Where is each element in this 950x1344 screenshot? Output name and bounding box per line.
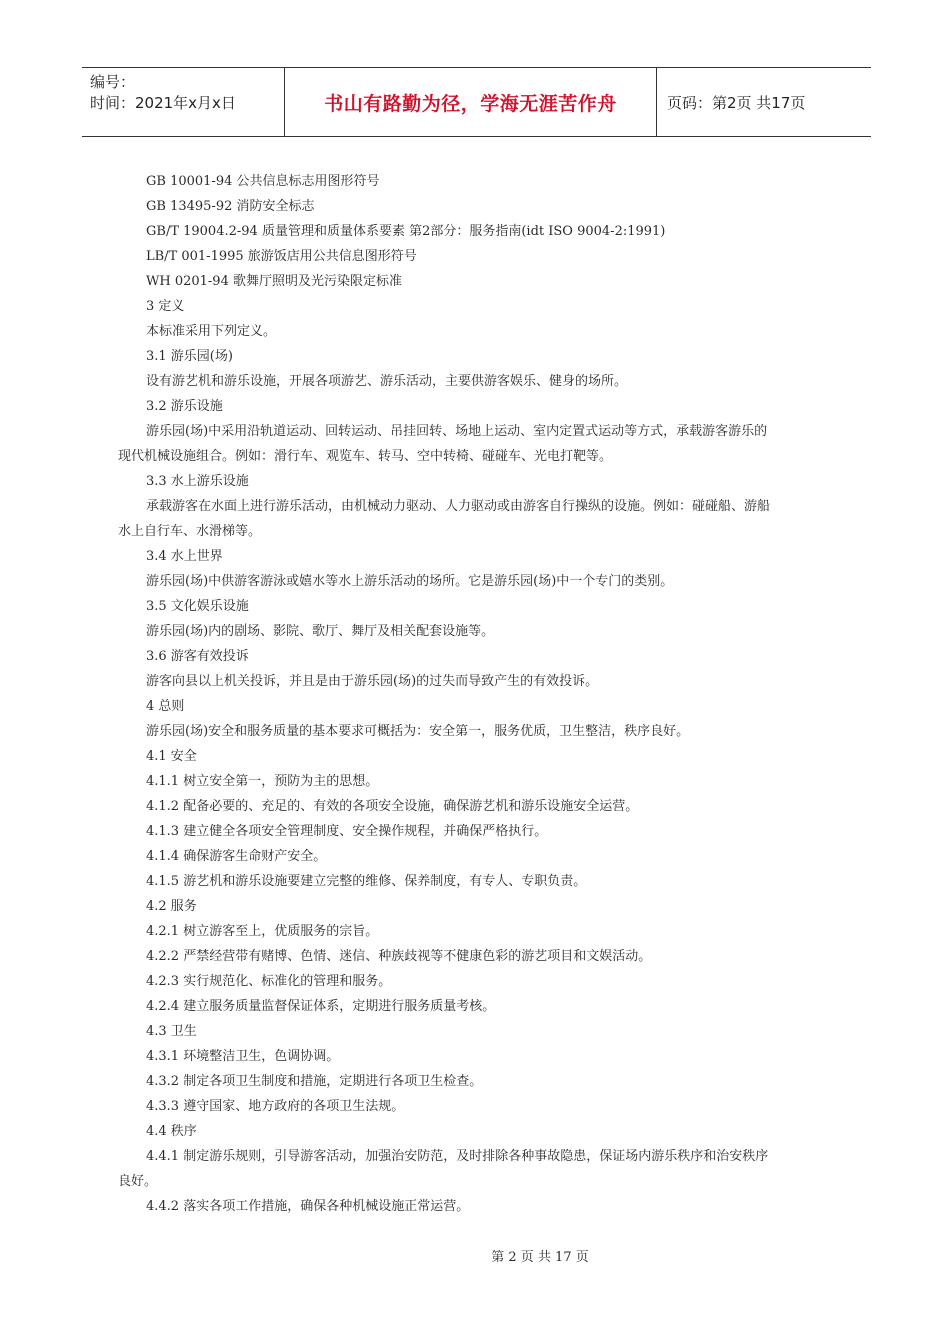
page-footer: 第 2 页 共 17 页: [491, 1250, 589, 1265]
text-line: 4.2.3 实行规范化、标准化的管理和服务。: [146, 974, 392, 989]
text-line: 游客向县以上机关投诉，并且是由于游乐园(场)的过失而导致产生的有效投诉。: [146, 674, 599, 689]
text-line: 3.5 文化娱乐设施: [146, 599, 249, 614]
text-line: 4.4.2 落实各项工作措施，确保各种机械设施正常运营。: [146, 1199, 470, 1214]
page-header: [82, 67, 871, 137]
header-page-info: 页码：第2页 共17页: [667, 93, 806, 112]
text-line: 4.2.1 树立游客至上，优质服务的宗旨。: [146, 924, 379, 939]
text-line: 本标准采用下列定义。: [146, 324, 277, 339]
text-line: 游乐园(场)中采用沿轨道运动、回转运动、吊挂回转、场地上运动、室内定置式运动等方式，承载游客游乐的: [146, 424, 768, 439]
text-line: 4.2.2 严禁经营带有赌博、色情、迷信、种族歧视等不健康色彩的游艺项目和文娱活动。: [146, 949, 652, 964]
document-body: [118, 169, 838, 1219]
text-line: 4 总则: [146, 699, 185, 714]
document-time-label: 时间：2021年x月x日: [90, 94, 236, 112]
text-line: 4.3 卫生: [146, 1024, 197, 1039]
text-line: 3 定义: [146, 299, 185, 314]
text-line: 4.1.4 确保游客生命财产安全。: [146, 849, 327, 864]
text-line: WH 0201-94 歌舞厅照明及光污染限定标准: [146, 274, 402, 289]
text-line: 4.2.4 建立服务质量监督保证体系，定期进行服务质量考核。: [146, 999, 496, 1014]
text-line: 3.3 水上游乐设施: [146, 474, 249, 489]
text-line: GB/T 19004.2-94 质量管理和质量体系要素 第2部分：服务指南(idt ISO 9004-2:1991): [146, 224, 666, 239]
text-line: 现代机械设施组合。例如：滑行车、观览车、转马、空中转椅、碰碰车、光电打靶等。: [118, 449, 613, 464]
text-line: 4.3.3 遵守国家、地方政府的各项卫生法规。: [146, 1099, 405, 1114]
header-meta: [82, 68, 285, 136]
text-line: 游乐园(场)内的剧场、影院、歌厅、舞厅及相关配套设施等。: [146, 624, 495, 639]
text-line: 3.4 水上世界: [146, 549, 223, 564]
header-motto: 书山有路勤为径，学海无涯苦作舟: [285, 68, 657, 136]
document-number-label: 编号：: [90, 73, 136, 91]
text-line: 良好。: [118, 1174, 158, 1189]
text-line: 4.4.1 制定游乐规则，引导游客活动，加强治安防范，及时排除各种事故隐患，保证场内游乐秩序和治安秩序: [146, 1149, 769, 1164]
text-line: 4.4 秩序: [146, 1124, 197, 1139]
text-line: 水上自行车、水滑梯等。: [118, 524, 262, 539]
text-line: 4.1.5 游艺机和游乐设施要建立完整的维修、保养制度，有专人、专职负责。: [146, 874, 587, 889]
text-line: 游乐园(场)中供游客游泳或嬉水等水上游乐活动的场所。它是游乐园(场)中一个专门的类别。: [146, 574, 674, 589]
text-line: 3.1 游乐园(场): [146, 349, 233, 364]
text-line: 4.1.2 配备必要的、充足的、有效的各项安全设施，确保游艺机和游乐设施安全运营。: [146, 799, 639, 814]
text-line: 游乐园(场)安全和服务质量的基本要求可概括为：安全第一，服务优质，卫生整洁，秩序良好。: [146, 724, 690, 739]
text-line: GB 13495-92 消防安全标志: [146, 199, 315, 214]
text-line: 4.1.1 树立安全第一，预防为主的思想。: [146, 774, 379, 789]
text-line: 承载游客在水面上进行游乐活动，由机械动力驱动、人力驱动或由游客自行操纵的设施。例如：碰碰船、游船: [146, 499, 771, 514]
text-line: 3.6 游客有效投诉: [146, 649, 249, 664]
text-line: 4.2 服务: [146, 899, 197, 914]
text-line: 4.1.3 建立健全各项安全管理制度、安全操作规程，并确保严格执行。: [146, 824, 548, 839]
text-line: 4.3.2 制定各项卫生制度和措施，定期进行各项卫生检查。: [146, 1074, 483, 1089]
text-line: 设有游艺机和游乐设施，开展各项游艺、游乐活动，主要供游客娱乐、健身的场所。: [146, 374, 628, 389]
text-line: LB/T 001-1995 旅游饭店用公共信息图形符号: [146, 249, 417, 264]
text-line: 4.1 安全: [146, 749, 197, 764]
text-line: GB 10001-94 公共信息标志用图形符号: [146, 174, 380, 189]
text-line: 3.2 游乐设施: [146, 399, 223, 414]
text-line: 4.3.1 环境整洁卫生，色调协调。: [146, 1049, 340, 1064]
